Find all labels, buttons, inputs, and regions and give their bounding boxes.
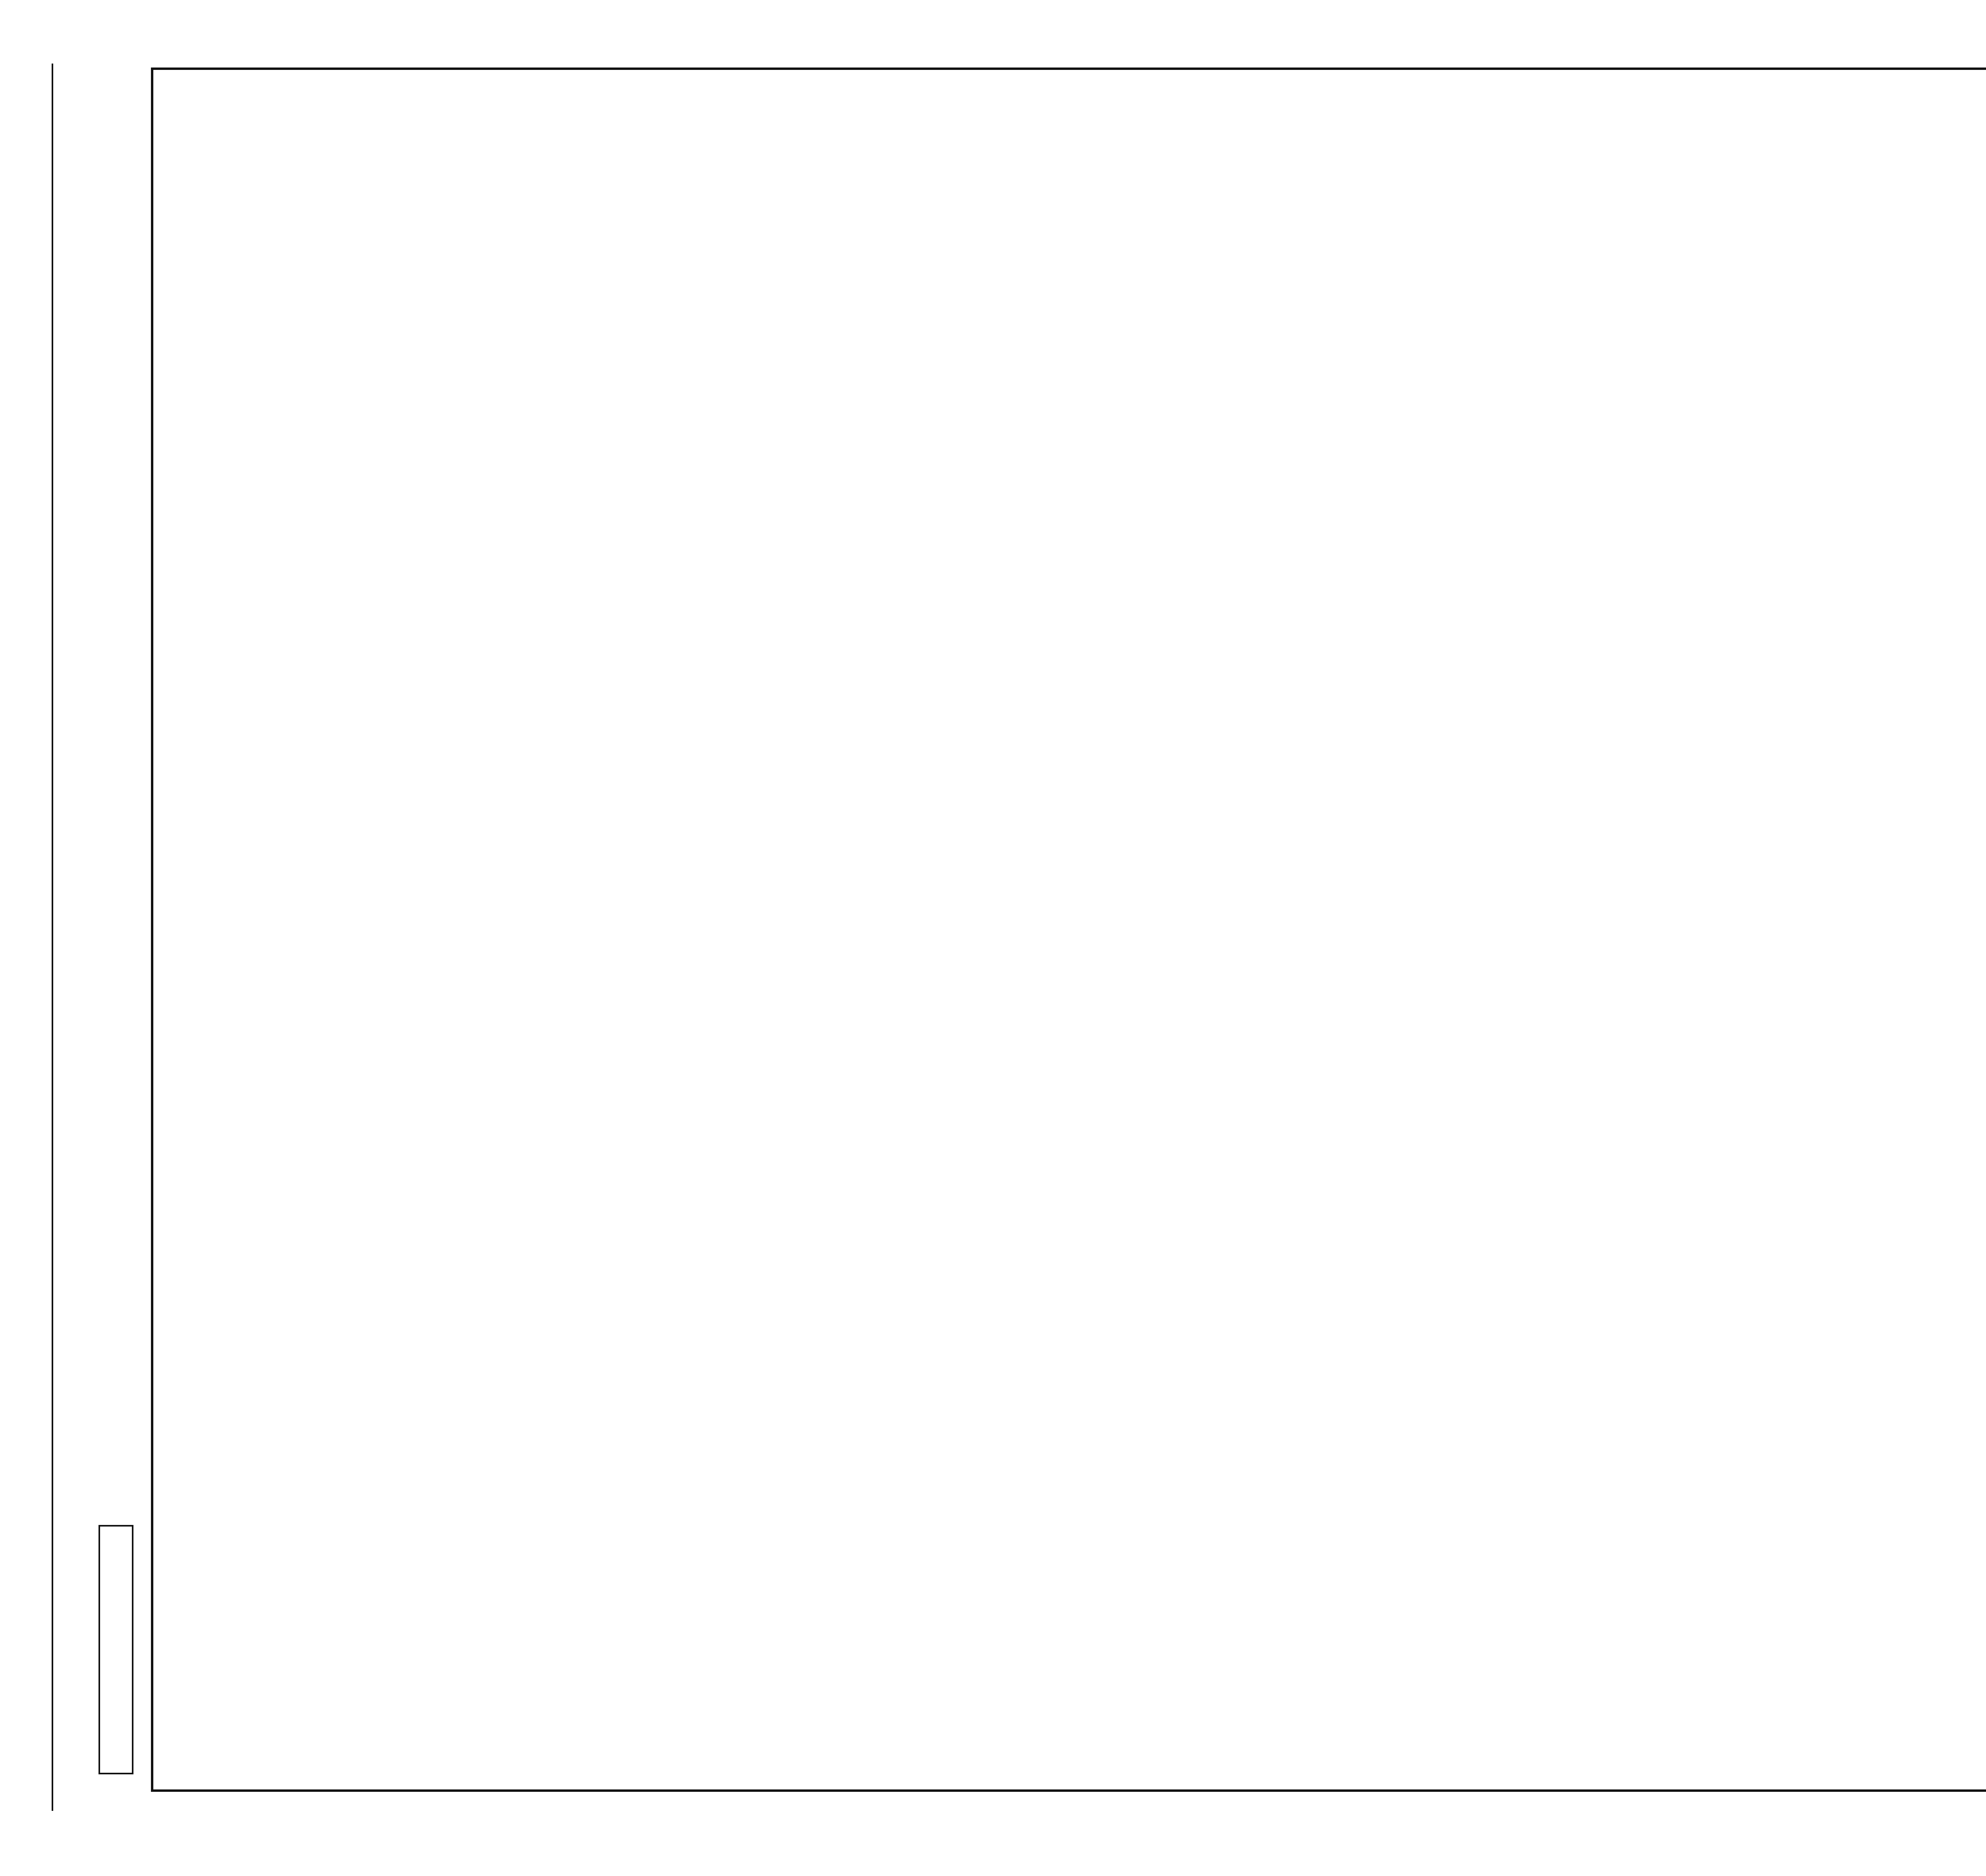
page-frame (151, 68, 1986, 1792)
left-binding-line (52, 64, 53, 1811)
stamp-box (99, 1525, 133, 1774)
